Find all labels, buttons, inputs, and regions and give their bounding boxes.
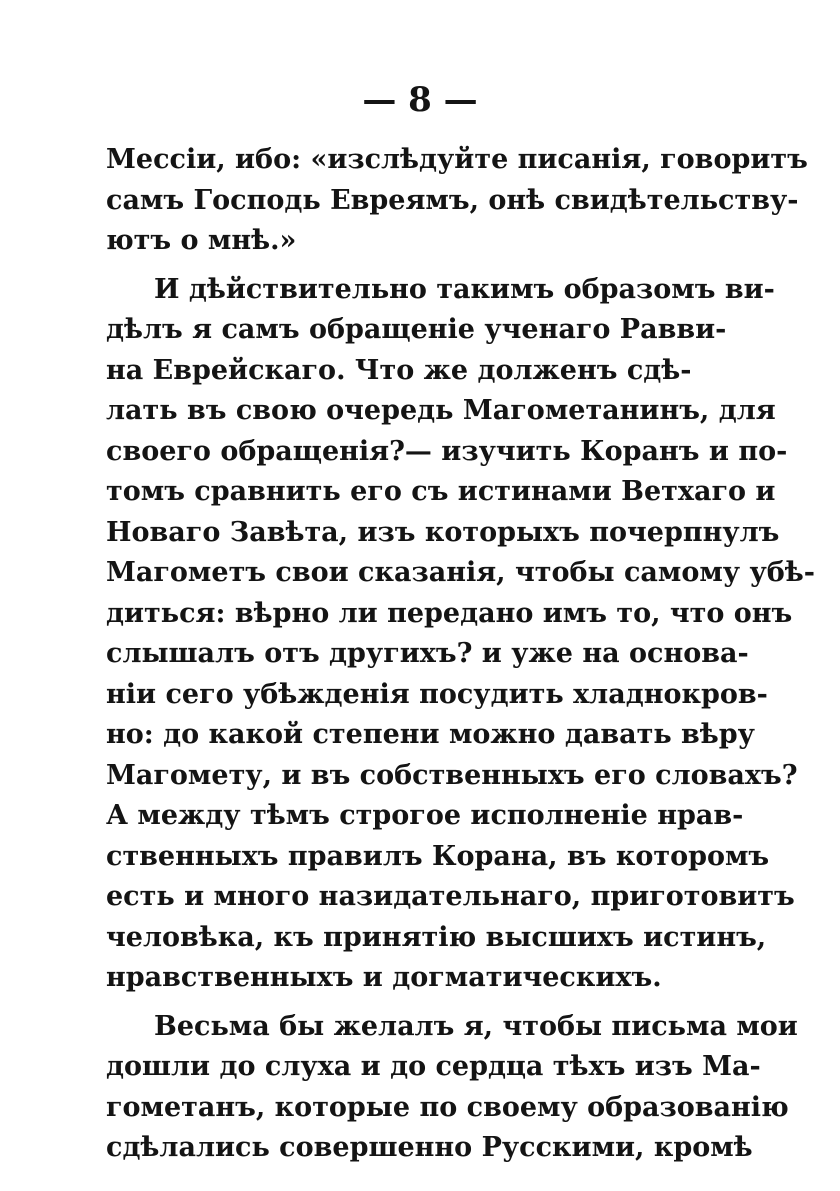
- text-line: томъ сравнить его съ истинами Ветхаго и: [106, 476, 776, 507]
- text-line: дошли до слуха и до сердца тѣхъ изъ Ма-: [106, 1051, 761, 1082]
- text-line: лать въ свою очередь Магометанинъ, для: [106, 395, 776, 426]
- page-number: — 8 —: [362, 80, 478, 120]
- text-line: ніи сего убѣжденія посудить хладнокров-: [106, 678, 768, 710]
- text-line: дѣлъ я самъ обращеніе ученаго Равви-: [106, 314, 727, 345]
- text-line: Новаго Завѣта, изъ которыхъ почерпнулъ: [106, 516, 780, 548]
- text-line: слышалъ отъ другихъ? и уже на основа-: [106, 638, 749, 669]
- text-line: Магомету, и въ собственныхъ его словахъ?: [106, 759, 798, 791]
- text-line: своего обращенія?— изучить Коранъ и по-: [106, 435, 788, 467]
- paragraph: [106, 270, 815, 999]
- text-line: И дѣйствительно такимъ образомъ ви-: [154, 273, 775, 305]
- text-line: сдѣлались совершенно Русскими, кромѣ: [106, 1132, 753, 1163]
- text-line: ютъ о мнѣ.»: [106, 225, 297, 256]
- body-text: [106, 140, 815, 1169]
- text-line: гометанъ, которые по своему образованію: [106, 1091, 789, 1123]
- text-line: А между тѣмъ строгое исполненіе нрав-: [106, 800, 744, 831]
- text-line: есть и много назидательнаго, приготовитъ: [106, 881, 795, 912]
- text-line: Весьма бы желалъ я, чтобы письма мои: [154, 1010, 798, 1042]
- text-line: нравственныхъ и догматическихъ.: [106, 962, 662, 993]
- text-line: на Еврейскаго. Что же долженъ сдѣ-: [106, 354, 692, 386]
- text-line: самъ Господь Евреямъ, онѣ свидѣтельству-: [106, 184, 799, 216]
- text-line: ственныхъ правилъ Корана, въ которомъ: [106, 840, 770, 872]
- text-line: человѣка, къ принятію высшихъ истинъ,: [106, 921, 767, 953]
- paragraph: [106, 140, 808, 262]
- text-line: но: до какой степени можно давать вѣру: [106, 719, 755, 750]
- paragraph: [106, 1007, 798, 1169]
- text-line: Мессіи, ибо: «изслѣдуйте писанія, говоритъ: [106, 144, 808, 175]
- text-line: Магометъ свои сказанія, чтобы самому убѣ-: [106, 557, 815, 588]
- text-line: диться: вѣрно ли передано имъ то, что онъ: [106, 597, 793, 629]
